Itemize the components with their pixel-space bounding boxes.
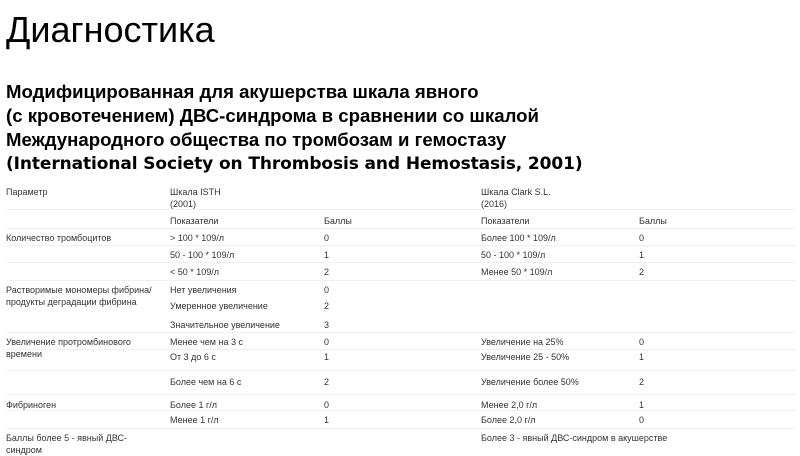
header-clark [481, 186, 551, 210]
table-row [6, 262, 796, 280]
row-clark-points: 0 [639, 415, 645, 425]
table-header-row [6, 181, 796, 209]
header-param: Параметр [6, 187, 48, 197]
header-isth-line1: Шкала ISTH [170, 187, 221, 197]
row-isth-points: 1 [324, 415, 330, 425]
row-isth-points: 1 [324, 250, 330, 260]
subheader-clark-indicators: Показатели [481, 216, 530, 226]
row-clark-points: 0 [639, 233, 645, 243]
row-isth-points: 1 [324, 352, 330, 362]
table-row [6, 245, 796, 262]
subtitle-line: Модифицированная для акушерства шкала явного [6, 81, 479, 102]
header-clark-line1: Шкала Clark S.L. [481, 187, 551, 197]
row-isth-indicator: Более 1 г/л [170, 400, 218, 410]
row-param: Фибриноген [6, 400, 57, 410]
row-isth-indicator: < 50 * 109/л [170, 267, 220, 277]
row-isth-points: 2 [324, 267, 330, 277]
table-row [6, 370, 796, 394]
row-clark-indicator: Увеличение более 50% [481, 377, 579, 387]
row-clark-indicator: 50 - 100 * 109/л [481, 250, 546, 260]
header-isth [170, 186, 221, 210]
row-isth-points: 0 [324, 400, 330, 410]
row-clark-indicator: Более 2,0 г/л [481, 415, 536, 425]
row-isth-points: 2 [324, 301, 330, 311]
row-isth-indicator: От 3 до 6 с [170, 352, 216, 362]
row-isth-indicator: Значительное увеличение [170, 320, 280, 330]
row-clark-indicator: Увеличение на 25% [481, 337, 564, 347]
row-isth-points: 0 [324, 337, 330, 347]
table-row [6, 228, 796, 245]
row-clark-points: 2 [639, 267, 645, 277]
row-clark-indicator: Менее 2,0 г/л [481, 400, 538, 410]
header-isth-line2: (2001) [170, 199, 197, 209]
row-param: Увеличение протромбинового времени [6, 337, 131, 359]
subtitle-line: (с кровотечением) ДВС-синдрома в сравнении со шкалой [6, 105, 539, 126]
subtitle-line: Международного общества по тромбозам и гемостазу [6, 129, 507, 150]
row-isth-points: 2 [324, 377, 330, 387]
row-clark-points: 1 [639, 250, 645, 260]
row-isth-points: 0 [324, 233, 330, 243]
row-clark-indicator: Менее 50 * 109/л [481, 267, 553, 277]
row-param: Количество тромбоцитов [6, 233, 112, 243]
row-isth-indicator: Нет увеличения [170, 285, 237, 295]
row-isth-indicator: 50 - 100 * 109/л [170, 250, 235, 260]
row-isth-points: 3 [324, 320, 330, 330]
row-isth-indicator: Менее 1 г/л [170, 415, 219, 425]
row-clark-indicator: Более 100 * 109/л [481, 233, 556, 243]
row-isth-indicator: Умеренное увеличение [170, 301, 268, 311]
row-isth-indicator: Менее чем на 3 с [170, 337, 243, 347]
row-isth-indicator: Более чем на 6 с [170, 377, 242, 387]
comparison-table [6, 181, 796, 455]
table-row [6, 280, 796, 332]
row-param: Растворимые мономеры фибрина/продукты деградации фибрина [6, 285, 152, 307]
footer-clark: Более 3 - явный ДВС-синдром в акушерстве [481, 433, 668, 443]
row-clark-points: 1 [639, 352, 645, 362]
table-subheader-row [6, 209, 796, 228]
subtitle-line: (International Society on Thrombosis and Hemostasis, 2001) [6, 154, 583, 174]
table-row [6, 410, 796, 428]
subheader-clark-points: Баллы [639, 216, 667, 226]
row-clark-points: 2 [639, 377, 645, 387]
subheader-isth-points: Баллы [324, 216, 352, 226]
row-isth-points: 0 [324, 285, 330, 295]
table-row [6, 349, 796, 370]
row-isth-indicator: > 100 * 109/л [170, 233, 225, 243]
row-clark-indicator: Увеличение 25 - 50% [481, 352, 570, 362]
subheader-isth-indicators: Показатели [170, 216, 219, 226]
slide-subtitle [6, 80, 796, 176]
row-clark-points: 1 [639, 400, 645, 410]
row-clark-points: 0 [639, 337, 645, 347]
slide-title: Диагностика [6, 9, 215, 50]
table-footer-row [6, 428, 796, 455]
table-row [6, 394, 796, 410]
header-clark-line2: (2016) [481, 199, 508, 209]
footer-isth: Баллы более 5 - явный ДВС-синдром [6, 433, 128, 455]
